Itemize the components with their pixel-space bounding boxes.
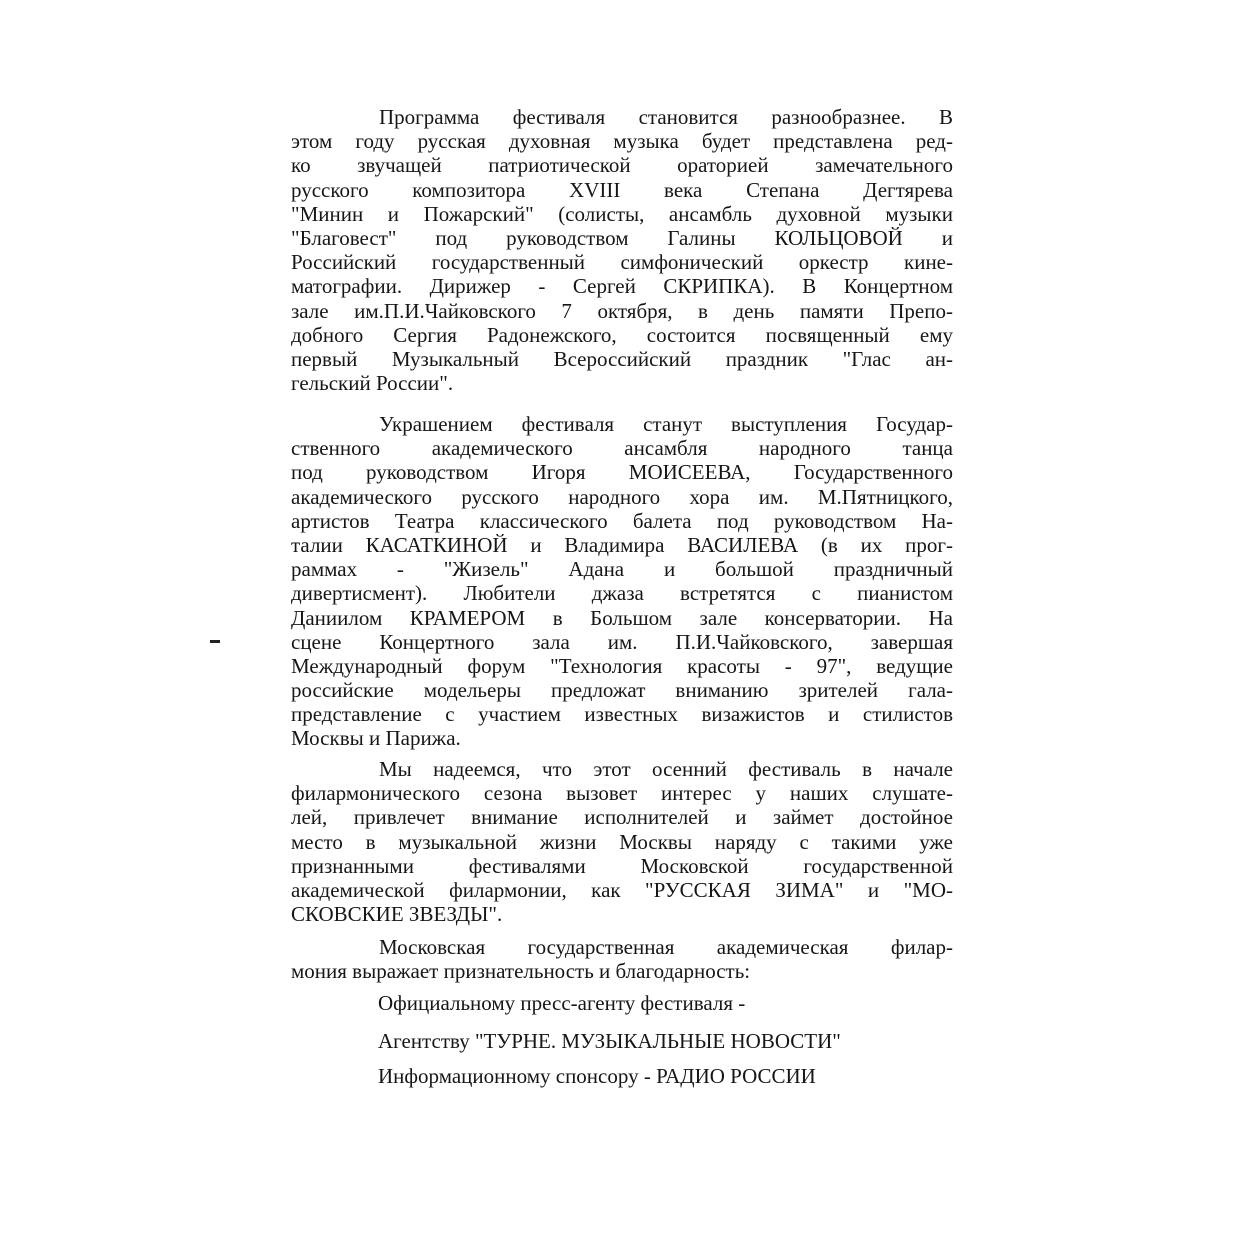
- text-line: Международный форум "Технология красоты - 97", ведущие: [291, 653, 953, 678]
- text-line: Мы надеемся, что этот осенний фестиваль в начале: [379, 757, 953, 781]
- text-line: лей, привлечет внимание исполнителей и займет достойное: [291, 805, 953, 830]
- text-line: место в музыкальной жизни Москвы наряду с такими уже: [291, 829, 953, 854]
- text-line: академического русского народного хора им. М.Пятницкого,: [291, 484, 953, 509]
- text-line: первый Музыкальный Всероссийский праздник "Глас ан-: [291, 346, 953, 371]
- text-line: сцене Концертного зала им. П.И.Чайковского, завершая: [291, 629, 953, 654]
- text-line: добного Сергия Радонежского, состоится посвященный ему: [291, 322, 953, 347]
- paragraph-festival-program: [291, 105, 953, 395]
- paragraph-festival-highlights: [291, 412, 953, 751]
- text-line: признанными фестивалями Московской государственной: [291, 853, 953, 878]
- paragraph-festival-hopes: [291, 757, 953, 926]
- text-line: раммах - "Жизель" Адана и большой праздничный: [291, 557, 953, 582]
- text-line: мония выражает признательность и благодарность:: [291, 959, 751, 984]
- text-line: филармонического сезона вызовет интерес у наших слушате-: [291, 781, 953, 806]
- text-line: под руководством Игоря МОИСЕЕВА, Государственного: [291, 460, 953, 485]
- text-line: Программа фестиваля становится разнообразнее. В: [379, 105, 953, 129]
- text-line: Московская государственная академическая филар-: [379, 935, 953, 959]
- text-line: дивертисмент). Любители джаза встретятся с пианистом: [291, 581, 953, 606]
- thanks-agency: Агентству "ТУРНЕ. МУЗЫКАЛЬНЫЕ НОВОСТИ": [378, 1029, 841, 1053]
- paragraph-gratitude: [291, 935, 953, 983]
- text-line: талии КАСАТКИНОЙ и Владимира ВАСИЛЕВА (в их прог-: [291, 532, 953, 557]
- text-line: ко звучащей патриотической ораторией замечательного: [291, 153, 953, 178]
- text-line: Украшением фестиваля станут выступления Государ-: [379, 412, 953, 436]
- text-line: зале им.П.И.Чайковского 7 октября, в день памяти Препо-: [291, 298, 953, 323]
- text-line: гельский России".: [291, 371, 454, 396]
- text-line: академической филармонии, как "РУССКАЯ ЗИМА" и "МО-: [291, 877, 953, 902]
- text-line: ственного академического ансамбля народного танца: [291, 436, 953, 461]
- thanks-press-agent: Официальному пресс-агенту фестиваля -: [378, 991, 746, 1015]
- text-line: "Минин и Пожарский" (солисты, ансамбль духовной музыки: [291, 201, 953, 226]
- text-line: СКОВСКИЕ ЗВЕЗДЫ".: [291, 902, 503, 927]
- margin-mark: [210, 640, 220, 643]
- text-line: Российский государственный симфонический оркестр кине-: [291, 250, 953, 275]
- text-line: российские модельеры предложат вниманию зрителей гала-: [291, 678, 953, 703]
- thanks-info-sponsor: Информационному спонсору - РАДИО РОССИИ: [378, 1064, 816, 1088]
- text-line: Москвы и Парижа.: [291, 726, 461, 751]
- text-line: артистов Театра классического балета под руководством На-: [291, 508, 953, 533]
- text-line: русского композитора XVIII века Степана Дегтярева: [291, 177, 953, 202]
- text-line: представление с участием известных визажистов и стилистов: [291, 702, 953, 727]
- text-line: этом году русская духовная музыка будет представлена ред-: [291, 129, 953, 154]
- text-line: "Благовест" под руководством Галины КОЛЬЦОВОЙ и: [291, 225, 953, 250]
- text-line: матографии. Дирижер - Сергей СКРИПКА). В Концертном: [291, 274, 953, 299]
- text-line: Даниилом КРАМЕРОМ в Большом зале консерватории. На: [291, 605, 953, 630]
